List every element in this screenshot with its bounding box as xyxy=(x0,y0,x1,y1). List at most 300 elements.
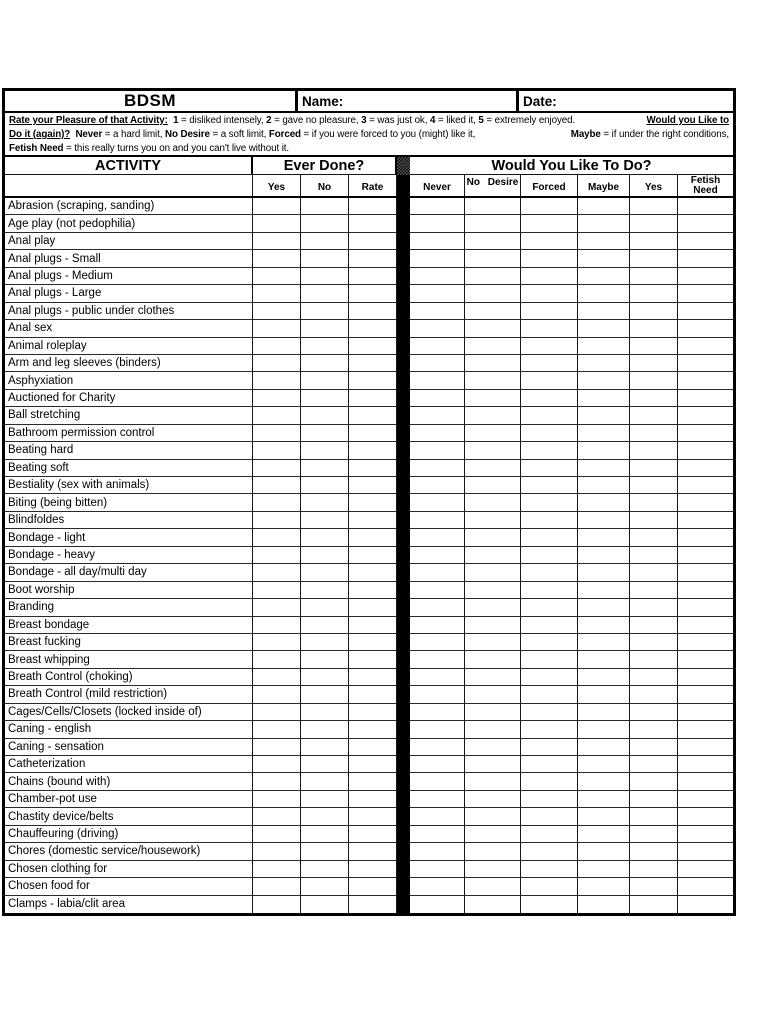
cell-wl-never[interactable] xyxy=(410,756,465,773)
cell-everdone-rate[interactable] xyxy=(349,843,397,860)
cell-wl-maybe[interactable] xyxy=(578,215,630,232)
cell-wl-no-desire[interactable] xyxy=(465,826,521,843)
cell-wl-never[interactable] xyxy=(410,425,465,442)
cell-everdone-yes[interactable] xyxy=(253,372,301,389)
cell-wl-no-desire[interactable] xyxy=(465,355,521,372)
cell-wl-fetish-need[interactable] xyxy=(678,320,733,337)
cell-everdone-yes[interactable] xyxy=(253,198,301,215)
cell-everdone-yes[interactable] xyxy=(253,442,301,459)
cell-wl-forced[interactable] xyxy=(521,634,578,651)
cell-wl-fetish-need[interactable] xyxy=(678,198,733,215)
cell-everdone-rate[interactable] xyxy=(349,477,397,494)
cell-wl-never[interactable] xyxy=(410,303,465,320)
cell-everdone-rate[interactable] xyxy=(349,826,397,843)
cell-wl-forced[interactable] xyxy=(521,460,578,477)
cell-wl-maybe[interactable] xyxy=(578,442,630,459)
cell-everdone-yes[interactable] xyxy=(253,669,301,686)
cell-wl-maybe[interactable] xyxy=(578,878,630,895)
date-field[interactable] xyxy=(519,91,733,111)
cell-everdone-rate[interactable] xyxy=(349,669,397,686)
cell-wl-yes[interactable] xyxy=(630,250,678,267)
cell-wl-maybe[interactable] xyxy=(578,460,630,477)
cell-wl-forced[interactable] xyxy=(521,826,578,843)
cell-wl-never[interactable] xyxy=(410,773,465,790)
cell-wl-never[interactable] xyxy=(410,599,465,616)
cell-wl-maybe[interactable] xyxy=(578,477,630,494)
cell-everdone-rate[interactable] xyxy=(349,529,397,546)
cell-wl-no-desire[interactable] xyxy=(465,477,521,494)
cell-everdone-no[interactable] xyxy=(301,215,349,232)
cell-everdone-yes[interactable] xyxy=(253,512,301,529)
cell-everdone-yes[interactable] xyxy=(253,721,301,738)
cell-wl-yes[interactable] xyxy=(630,338,678,355)
cell-wl-yes[interactable] xyxy=(630,808,678,825)
cell-everdone-rate[interactable] xyxy=(349,460,397,477)
cell-everdone-no[interactable] xyxy=(301,285,349,302)
cell-everdone-yes[interactable] xyxy=(253,878,301,895)
cell-everdone-rate[interactable] xyxy=(349,756,397,773)
cell-wl-maybe[interactable] xyxy=(578,268,630,285)
cell-everdone-no[interactable] xyxy=(301,407,349,424)
cell-everdone-yes[interactable] xyxy=(253,320,301,337)
cell-everdone-no[interactable] xyxy=(301,861,349,878)
cell-wl-never[interactable] xyxy=(410,494,465,511)
cell-everdone-yes[interactable] xyxy=(253,756,301,773)
cell-wl-yes[interactable] xyxy=(630,233,678,250)
cell-wl-never[interactable] xyxy=(410,355,465,372)
cell-wl-yes[interactable] xyxy=(630,512,678,529)
cell-wl-never[interactable] xyxy=(410,407,465,424)
cell-everdone-yes[interactable] xyxy=(253,843,301,860)
cell-wl-yes[interactable] xyxy=(630,285,678,302)
cell-wl-fetish-need[interactable] xyxy=(678,372,733,389)
cell-wl-no-desire[interactable] xyxy=(465,338,521,355)
cell-everdone-rate[interactable] xyxy=(349,425,397,442)
cell-everdone-yes[interactable] xyxy=(253,355,301,372)
cell-everdone-no[interactable] xyxy=(301,791,349,808)
cell-wl-maybe[interactable] xyxy=(578,756,630,773)
cell-wl-no-desire[interactable] xyxy=(465,215,521,232)
cell-wl-fetish-need[interactable] xyxy=(678,582,733,599)
cell-wl-never[interactable] xyxy=(410,791,465,808)
cell-wl-fetish-need[interactable] xyxy=(678,896,733,913)
cell-wl-forced[interactable] xyxy=(521,878,578,895)
cell-everdone-no[interactable] xyxy=(301,773,349,790)
cell-wl-yes[interactable] xyxy=(630,721,678,738)
cell-wl-fetish-need[interactable] xyxy=(678,843,733,860)
cell-wl-yes[interactable] xyxy=(630,547,678,564)
cell-wl-fetish-need[interactable] xyxy=(678,494,733,511)
cell-wl-never[interactable] xyxy=(410,250,465,267)
cell-wl-no-desire[interactable] xyxy=(465,861,521,878)
cell-everdone-no[interactable] xyxy=(301,303,349,320)
cell-wl-yes[interactable] xyxy=(630,390,678,407)
cell-wl-no-desire[interactable] xyxy=(465,651,521,668)
cell-wl-no-desire[interactable] xyxy=(465,582,521,599)
cell-wl-fetish-need[interactable] xyxy=(678,721,733,738)
cell-everdone-no[interactable] xyxy=(301,355,349,372)
cell-everdone-yes[interactable] xyxy=(253,773,301,790)
cell-wl-forced[interactable] xyxy=(521,442,578,459)
cell-wl-yes[interactable] xyxy=(630,826,678,843)
cell-wl-maybe[interactable] xyxy=(578,617,630,634)
cell-everdone-rate[interactable] xyxy=(349,355,397,372)
cell-wl-forced[interactable] xyxy=(521,582,578,599)
cell-everdone-yes[interactable] xyxy=(253,634,301,651)
cell-wl-no-desire[interactable] xyxy=(465,198,521,215)
cell-wl-fetish-need[interactable] xyxy=(678,617,733,634)
cell-wl-forced[interactable] xyxy=(521,477,578,494)
cell-wl-yes[interactable] xyxy=(630,564,678,581)
cell-everdone-yes[interactable] xyxy=(253,250,301,267)
cell-everdone-rate[interactable] xyxy=(349,739,397,756)
cell-wl-fetish-need[interactable] xyxy=(678,564,733,581)
cell-wl-yes[interactable] xyxy=(630,651,678,668)
cell-wl-yes[interactable] xyxy=(630,442,678,459)
cell-wl-no-desire[interactable] xyxy=(465,460,521,477)
cell-wl-yes[interactable] xyxy=(630,773,678,790)
cell-wl-forced[interactable] xyxy=(521,425,578,442)
cell-wl-yes[interactable] xyxy=(630,529,678,546)
name-field[interactable] xyxy=(298,91,519,111)
cell-everdone-yes[interactable] xyxy=(253,268,301,285)
cell-everdone-rate[interactable] xyxy=(349,494,397,511)
cell-everdone-yes[interactable] xyxy=(253,704,301,721)
cell-wl-maybe[interactable] xyxy=(578,233,630,250)
cell-everdone-rate[interactable] xyxy=(349,268,397,285)
cell-everdone-no[interactable] xyxy=(301,477,349,494)
cell-wl-forced[interactable] xyxy=(521,268,578,285)
cell-wl-fetish-need[interactable] xyxy=(678,861,733,878)
cell-wl-forced[interactable] xyxy=(521,861,578,878)
cell-wl-maybe[interactable] xyxy=(578,861,630,878)
cell-wl-never[interactable] xyxy=(410,215,465,232)
cell-everdone-yes[interactable] xyxy=(253,826,301,843)
cell-wl-no-desire[interactable] xyxy=(465,320,521,337)
cell-wl-forced[interactable] xyxy=(521,651,578,668)
cell-everdone-rate[interactable] xyxy=(349,773,397,790)
cell-everdone-no[interactable] xyxy=(301,756,349,773)
cell-wl-yes[interactable] xyxy=(630,372,678,389)
cell-wl-maybe[interactable] xyxy=(578,250,630,267)
cell-wl-never[interactable] xyxy=(410,320,465,337)
cell-everdone-no[interactable] xyxy=(301,320,349,337)
cell-wl-never[interactable] xyxy=(410,372,465,389)
cell-wl-forced[interactable] xyxy=(521,617,578,634)
cell-everdone-rate[interactable] xyxy=(349,372,397,389)
cell-everdone-no[interactable] xyxy=(301,233,349,250)
cell-everdone-rate[interactable] xyxy=(349,215,397,232)
cell-wl-maybe[interactable] xyxy=(578,355,630,372)
cell-wl-no-desire[interactable] xyxy=(465,303,521,320)
cell-wl-no-desire[interactable] xyxy=(465,547,521,564)
cell-everdone-rate[interactable] xyxy=(349,808,397,825)
cell-wl-never[interactable] xyxy=(410,669,465,686)
cell-wl-maybe[interactable] xyxy=(578,494,630,511)
cell-wl-never[interactable] xyxy=(410,268,465,285)
cell-wl-maybe[interactable] xyxy=(578,390,630,407)
cell-wl-forced[interactable] xyxy=(521,704,578,721)
cell-wl-fetish-need[interactable] xyxy=(678,215,733,232)
cell-wl-never[interactable] xyxy=(410,564,465,581)
cell-everdone-no[interactable] xyxy=(301,425,349,442)
cell-wl-fetish-need[interactable] xyxy=(678,651,733,668)
cell-everdone-yes[interactable] xyxy=(253,303,301,320)
cell-wl-maybe[interactable] xyxy=(578,547,630,564)
cell-everdone-yes[interactable] xyxy=(253,564,301,581)
cell-wl-forced[interactable] xyxy=(521,372,578,389)
cell-wl-fetish-need[interactable] xyxy=(678,791,733,808)
cell-wl-fetish-need[interactable] xyxy=(678,669,733,686)
cell-wl-no-desire[interactable] xyxy=(465,773,521,790)
cell-wl-no-desire[interactable] xyxy=(465,896,521,913)
cell-wl-no-desire[interactable] xyxy=(465,442,521,459)
cell-everdone-yes[interactable] xyxy=(253,791,301,808)
cell-everdone-yes[interactable] xyxy=(253,808,301,825)
cell-everdone-no[interactable] xyxy=(301,338,349,355)
cell-wl-yes[interactable] xyxy=(630,861,678,878)
cell-wl-yes[interactable] xyxy=(630,878,678,895)
cell-wl-forced[interactable] xyxy=(521,739,578,756)
cell-wl-yes[interactable] xyxy=(630,355,678,372)
cell-wl-fetish-need[interactable] xyxy=(678,512,733,529)
cell-everdone-rate[interactable] xyxy=(349,617,397,634)
cell-wl-no-desire[interactable] xyxy=(465,739,521,756)
cell-wl-never[interactable] xyxy=(410,547,465,564)
cell-everdone-rate[interactable] xyxy=(349,878,397,895)
cell-wl-fetish-need[interactable] xyxy=(678,704,733,721)
cell-wl-maybe[interactable] xyxy=(578,303,630,320)
cell-wl-no-desire[interactable] xyxy=(465,808,521,825)
cell-everdone-rate[interactable] xyxy=(349,547,397,564)
cell-wl-maybe[interactable] xyxy=(578,564,630,581)
cell-wl-yes[interactable] xyxy=(630,425,678,442)
cell-everdone-yes[interactable] xyxy=(253,547,301,564)
cell-wl-forced[interactable] xyxy=(521,320,578,337)
cell-everdone-no[interactable] xyxy=(301,198,349,215)
cell-wl-no-desire[interactable] xyxy=(465,704,521,721)
cell-wl-forced[interactable] xyxy=(521,756,578,773)
cell-wl-forced[interactable] xyxy=(521,338,578,355)
cell-wl-yes[interactable] xyxy=(630,320,678,337)
cell-everdone-yes[interactable] xyxy=(253,861,301,878)
cell-wl-maybe[interactable] xyxy=(578,721,630,738)
cell-wl-fetish-need[interactable] xyxy=(678,338,733,355)
cell-wl-fetish-need[interactable] xyxy=(678,442,733,459)
cell-wl-fetish-need[interactable] xyxy=(678,460,733,477)
cell-wl-no-desire[interactable] xyxy=(465,494,521,511)
cell-everdone-rate[interactable] xyxy=(349,198,397,215)
cell-wl-no-desire[interactable] xyxy=(465,564,521,581)
cell-wl-never[interactable] xyxy=(410,808,465,825)
cell-wl-no-desire[interactable] xyxy=(465,599,521,616)
cell-wl-yes[interactable] xyxy=(630,215,678,232)
cell-wl-yes[interactable] xyxy=(630,669,678,686)
cell-wl-never[interactable] xyxy=(410,826,465,843)
cell-wl-fetish-need[interactable] xyxy=(678,756,733,773)
cell-wl-no-desire[interactable] xyxy=(465,268,521,285)
cell-everdone-no[interactable] xyxy=(301,739,349,756)
cell-wl-maybe[interactable] xyxy=(578,285,630,302)
cell-wl-yes[interactable] xyxy=(630,460,678,477)
cell-wl-no-desire[interactable] xyxy=(465,512,521,529)
cell-wl-never[interactable] xyxy=(410,617,465,634)
cell-everdone-no[interactable] xyxy=(301,826,349,843)
cell-wl-yes[interactable] xyxy=(630,477,678,494)
cell-wl-fetish-need[interactable] xyxy=(678,233,733,250)
cell-wl-fetish-need[interactable] xyxy=(678,686,733,703)
cell-everdone-yes[interactable] xyxy=(253,285,301,302)
cell-wl-maybe[interactable] xyxy=(578,582,630,599)
cell-everdone-yes[interactable] xyxy=(253,739,301,756)
cell-everdone-yes[interactable] xyxy=(253,233,301,250)
cell-wl-never[interactable] xyxy=(410,704,465,721)
cell-wl-maybe[interactable] xyxy=(578,739,630,756)
cell-wl-forced[interactable] xyxy=(521,512,578,529)
cell-everdone-no[interactable] xyxy=(301,529,349,546)
cell-everdone-no[interactable] xyxy=(301,372,349,389)
cell-everdone-rate[interactable] xyxy=(349,233,397,250)
cell-wl-never[interactable] xyxy=(410,285,465,302)
cell-everdone-yes[interactable] xyxy=(253,215,301,232)
cell-wl-forced[interactable] xyxy=(521,773,578,790)
cell-wl-never[interactable] xyxy=(410,460,465,477)
cell-everdone-rate[interactable] xyxy=(349,791,397,808)
cell-everdone-no[interactable] xyxy=(301,250,349,267)
cell-everdone-no[interactable] xyxy=(301,808,349,825)
cell-everdone-no[interactable] xyxy=(301,268,349,285)
cell-wl-forced[interactable] xyxy=(521,303,578,320)
cell-everdone-yes[interactable] xyxy=(253,494,301,511)
cell-everdone-no[interactable] xyxy=(301,617,349,634)
cell-everdone-rate[interactable] xyxy=(349,320,397,337)
cell-everdone-rate[interactable] xyxy=(349,303,397,320)
cell-wl-forced[interactable] xyxy=(521,198,578,215)
cell-wl-maybe[interactable] xyxy=(578,320,630,337)
cell-wl-fetish-need[interactable] xyxy=(678,773,733,790)
cell-wl-yes[interactable] xyxy=(630,494,678,511)
cell-wl-no-desire[interactable] xyxy=(465,669,521,686)
cell-wl-never[interactable] xyxy=(410,529,465,546)
cell-wl-maybe[interactable] xyxy=(578,791,630,808)
cell-everdone-no[interactable] xyxy=(301,564,349,581)
cell-wl-never[interactable] xyxy=(410,512,465,529)
cell-wl-fetish-need[interactable] xyxy=(678,303,733,320)
cell-wl-yes[interactable] xyxy=(630,686,678,703)
cell-wl-no-desire[interactable] xyxy=(465,791,521,808)
cell-wl-yes[interactable] xyxy=(630,582,678,599)
cell-everdone-no[interactable] xyxy=(301,704,349,721)
cell-everdone-rate[interactable] xyxy=(349,599,397,616)
cell-everdone-yes[interactable] xyxy=(253,460,301,477)
cell-wl-maybe[interactable] xyxy=(578,808,630,825)
cell-wl-never[interactable] xyxy=(410,721,465,738)
cell-wl-no-desire[interactable] xyxy=(465,285,521,302)
cell-wl-no-desire[interactable] xyxy=(465,756,521,773)
cell-wl-yes[interactable] xyxy=(630,843,678,860)
cell-wl-fetish-need[interactable] xyxy=(678,477,733,494)
cell-wl-forced[interactable] xyxy=(521,529,578,546)
cell-wl-forced[interactable] xyxy=(521,355,578,372)
cell-wl-no-desire[interactable] xyxy=(465,843,521,860)
cell-everdone-rate[interactable] xyxy=(349,564,397,581)
cell-everdone-yes[interactable] xyxy=(253,425,301,442)
cell-wl-no-desire[interactable] xyxy=(465,425,521,442)
cell-everdone-rate[interactable] xyxy=(349,651,397,668)
cell-wl-fetish-need[interactable] xyxy=(678,355,733,372)
cell-everdone-rate[interactable] xyxy=(349,634,397,651)
cell-everdone-rate[interactable] xyxy=(349,390,397,407)
cell-everdone-rate[interactable] xyxy=(349,512,397,529)
cell-wl-maybe[interactable] xyxy=(578,529,630,546)
cell-everdone-yes[interactable] xyxy=(253,599,301,616)
cell-wl-never[interactable] xyxy=(410,338,465,355)
cell-everdone-no[interactable] xyxy=(301,582,349,599)
cell-wl-forced[interactable] xyxy=(521,494,578,511)
cell-wl-forced[interactable] xyxy=(521,721,578,738)
cell-wl-fetish-need[interactable] xyxy=(678,547,733,564)
cell-wl-forced[interactable] xyxy=(521,791,578,808)
cell-wl-maybe[interactable] xyxy=(578,599,630,616)
cell-everdone-no[interactable] xyxy=(301,494,349,511)
cell-wl-forced[interactable] xyxy=(521,896,578,913)
cell-wl-forced[interactable] xyxy=(521,285,578,302)
cell-everdone-no[interactable] xyxy=(301,512,349,529)
cell-wl-no-desire[interactable] xyxy=(465,686,521,703)
cell-wl-forced[interactable] xyxy=(521,233,578,250)
cell-everdone-rate[interactable] xyxy=(349,686,397,703)
cell-everdone-no[interactable] xyxy=(301,634,349,651)
cell-wl-forced[interactable] xyxy=(521,407,578,424)
cell-wl-maybe[interactable] xyxy=(578,826,630,843)
cell-everdone-no[interactable] xyxy=(301,442,349,459)
cell-wl-forced[interactable] xyxy=(521,390,578,407)
cell-wl-maybe[interactable] xyxy=(578,372,630,389)
cell-wl-maybe[interactable] xyxy=(578,843,630,860)
cell-wl-fetish-need[interactable] xyxy=(678,739,733,756)
cell-wl-maybe[interactable] xyxy=(578,686,630,703)
cell-wl-no-desire[interactable] xyxy=(465,617,521,634)
cell-wl-fetish-need[interactable] xyxy=(678,826,733,843)
cell-wl-yes[interactable] xyxy=(630,617,678,634)
cell-wl-no-desire[interactable] xyxy=(465,721,521,738)
cell-wl-forced[interactable] xyxy=(521,599,578,616)
cell-wl-maybe[interactable] xyxy=(578,338,630,355)
cell-wl-forced[interactable] xyxy=(521,669,578,686)
cell-everdone-rate[interactable] xyxy=(349,704,397,721)
cell-wl-maybe[interactable] xyxy=(578,634,630,651)
cell-wl-yes[interactable] xyxy=(630,791,678,808)
cell-wl-yes[interactable] xyxy=(630,896,678,913)
cell-everdone-yes[interactable] xyxy=(253,407,301,424)
cell-everdone-yes[interactable] xyxy=(253,338,301,355)
cell-wl-forced[interactable] xyxy=(521,250,578,267)
cell-wl-yes[interactable] xyxy=(630,704,678,721)
cell-wl-forced[interactable] xyxy=(521,215,578,232)
cell-everdone-rate[interactable] xyxy=(349,896,397,913)
cell-wl-no-desire[interactable] xyxy=(465,407,521,424)
cell-wl-fetish-need[interactable] xyxy=(678,808,733,825)
cell-everdone-rate[interactable] xyxy=(349,442,397,459)
cell-wl-yes[interactable] xyxy=(630,756,678,773)
cell-everdone-no[interactable] xyxy=(301,460,349,477)
cell-wl-fetish-need[interactable] xyxy=(678,425,733,442)
cell-wl-never[interactable] xyxy=(410,477,465,494)
cell-wl-forced[interactable] xyxy=(521,547,578,564)
cell-wl-yes[interactable] xyxy=(630,198,678,215)
cell-wl-never[interactable] xyxy=(410,843,465,860)
cell-everdone-no[interactable] xyxy=(301,651,349,668)
